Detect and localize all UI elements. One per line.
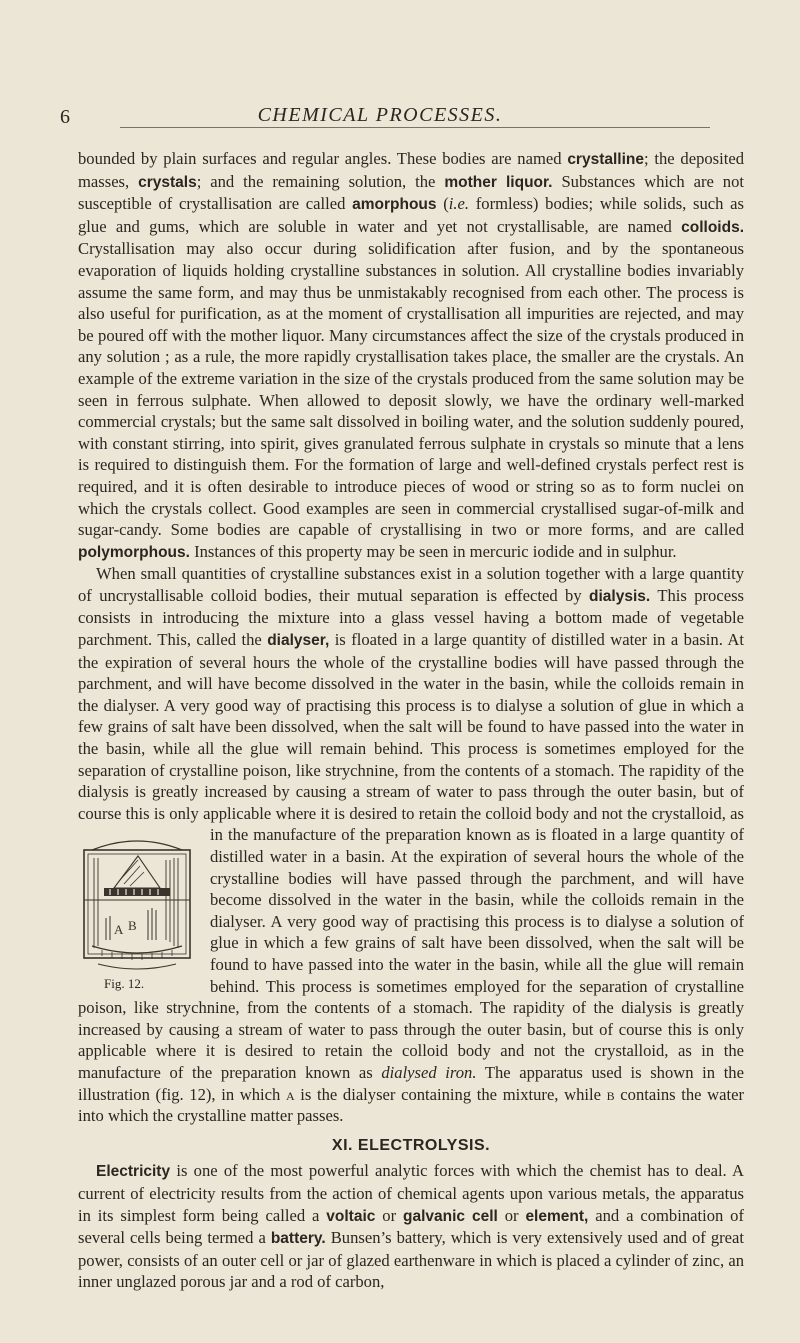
term-dialyser: dialyser, — [267, 632, 330, 650]
paragraph-dialysis: When small quantities of crystalline substances exist in a solution together with a large quantity of uncrystallisable colloid bodies, their mutual separation is effected by dialysis. This process consists in introducing the mixture into a glass vessel having a bottom made of vegetable parchment. This, called the dialyser, is floated in a large quantity of distilled water in a basin. At the expiration of several hours the whole of the crystalline bodies will have passed through the parchment, and will have become dissolved in the water in the basin, while the colloids remain in the dialyser. A very good way of practising this process is to dialyse a solution of glue in which a few grains of salt have been dissolved, when the salt will be found to have passed into the water in the basin, while all the glue will remain behind. This process is sometimes employed for the separation of crystalline poison, like strychnine, from the contents of a stomach. The rapidity of the dialysis is greatly increased by causing a stream of water to pass through the outer basin, but of course this is only applicable where it is desired to retain the colloid body and not the crystalloid, as in the manufacture of the preparation known as A B Fig. 12. is floated in a large quantity of distilled water in a basin. At the expiration of several hours the whole of the crystalline bodies will have passed through the parchment, and will have become dissolved in the water in the basin, while the colloids remain in the dialyser. A very good way of practising this process is to dialyse a solution of glue in which a few grains of salt have been dissolved, when the salt will be found to have passed into the water in the basin, while all the glue will remain behind. This process is sometimes employed for the separation of crystalline poison, like strychnine, from the contents of a stomach. The rapidity of the dialysis is greatly increased by causing a stream of water to pass through the outer basin, but of course this is only applicable where it is desired to retain the colloid body and not the crystalloid, as in the manufacture of the preparation known as dialysed iron. The apparatus used is shown in the illustration (fig. 12), in which a is the dialyser containing the mixture, while b contains the water into which the crystalline matter passes. — [78, 564, 744, 1126]
section-heading: XI. ELECTROLYSIS. — [331, 1136, 491, 1154]
page-header — [60, 104, 760, 134]
figure-label-a: A — [114, 922, 124, 938]
figure-label-b: B — [128, 918, 137, 934]
header-rule — [120, 127, 710, 128]
term-voltaic: voltaic — [326, 1207, 376, 1225]
term-dialysis: dialysis. — [589, 587, 651, 605]
term-crystalline: crystalline — [567, 151, 644, 168]
term-amorphous: amorphous — [352, 196, 437, 214]
term-battery: battery. — [270, 1230, 326, 1248]
paragraph-crystallisation: bounded by plain surfaces and regular angles. These bodies are named crystalline; the deposited masses, crystals; and the remaining solution, the mother liquor. Substances which are not susceptible of crystallisation are called amorphous (i.e. formless) bodies; while solids, such as glue and gums, which are soluble in water and yet not crystallisable, are named colloids. Crystallisation may also occur during solidification after fusion, and by the spontaneous evaporation of liquids holding crystalline substances in solution. All crystalline bodies invariably assume the same form, and may thus be unmistakably recognised from each other. The process is also useful for purification, as at the moment of crystallisation all impurities are rejected, and may be poured off with the mother liquor. Many circumstances affect the size of the crystals produced in any solution ; as a rule, the more rapidly crystallisation takes place, the smaller are the crystals. An example of the extreme variation in the size of the crystals produced from the same solution may be seen in ferrous sulphate. When allowed to deposit slowly, we have the ordinary well-marked commercial crystals; but the same salt dissolved in boiling water, and the solution suddenly poured, with constant stirring, into spirit, gives granulated ferrous sulphate in crystals so minute that a lens is required to distinguish them. For the formation of large and well-defined crystals perfect rest is required, and it is often desirable to introduce pieces of wood or string so as to form nuclei on which the crystals collect. Good examples are seen in commercial crystallised sugar-of-milk and sugar-candy. Some bodies are capable of crystallising in two or more forms, and are called polymorphous. Instances of this property may be seen in mercuric iodide and in sulphur. — [78, 149, 745, 561]
figure-dialyser — [78, 828, 196, 994]
term-mother-liquor: mother liquor. — [444, 173, 553, 191]
term-polymorphous: polymorphous. — [78, 543, 190, 561]
term-element: element, — [525, 1207, 589, 1225]
dialyser-illustration — [78, 828, 196, 978]
body-text — [78, 148, 744, 1293]
paragraph-electricity: Electricity is one of the most powerful analytic forces with which the chemist has to deal. A current of electricity results from the action of chemical agents upon various metals, the apparatus in its simplest form being called a voltaic or galvanic cell or element, and a combination of several cells being termed a battery. Bunsen’s battery, which is very extensively used and of great power, consists of an outer cell or jar of glazed earthenware in which is placed a cylinder of zinc, an inner unglazed porous jar and a rod of carbon, — [78, 1161, 745, 1292]
term-galvanic: galvanic — [403, 1207, 466, 1225]
running-title: CHEMICAL PROCESSES. — [257, 104, 503, 126]
page-number: 6 — [60, 106, 70, 128]
term-cell: cell — [471, 1207, 498, 1225]
book-page — [60, 0, 760, 1343]
term-crystals: crystals — [138, 173, 197, 191]
term-electricity: Electricity — [96, 1163, 171, 1181]
term-colloids: colloids. — [681, 218, 744, 236]
figure-caption: Fig. 12. — [104, 975, 145, 991]
